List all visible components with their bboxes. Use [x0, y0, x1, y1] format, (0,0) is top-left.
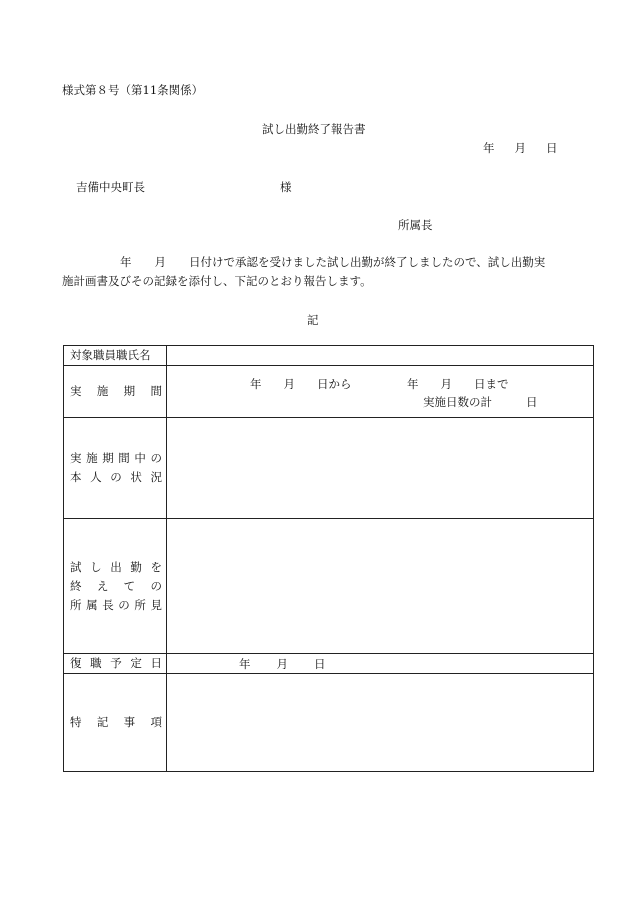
row-notes [64, 674, 594, 772]
ch: の [150, 578, 162, 593]
ch: 試 [70, 559, 82, 574]
from-year: 年 [250, 377, 262, 391]
label-period-line [70, 382, 162, 401]
body-text-1: 年 月 日付けで承認を受けました試し出勤が終了しましたので、試し出勤実 [120, 255, 546, 269]
body-text-line-2: 施計画書及びその記録を添付し、下記のとおり報告します。 [62, 274, 372, 288]
row-employee-name [64, 346, 594, 366]
total-days [423, 394, 538, 410]
ch: 中 [134, 451, 146, 465]
label-period [64, 366, 167, 418]
label-employee-name [64, 346, 167, 366]
ch: 記 [96, 715, 109, 729]
ch: 期 [123, 384, 136, 398]
honorific: 様 [280, 180, 292, 194]
to-day: 日まで [474, 377, 509, 391]
label-opinion-line-2 [70, 577, 162, 596]
period-to [407, 376, 509, 392]
ki-heading: 記 [307, 313, 319, 327]
return-year: 年 [239, 657, 251, 671]
value-opinion[interactable] [167, 519, 594, 654]
row-return-date [64, 654, 594, 674]
date-year: 年 [483, 141, 495, 155]
label-opinion-line-1 [70, 558, 162, 577]
period-from [250, 376, 352, 392]
ch: 実 [70, 451, 82, 465]
ch: え [96, 578, 109, 593]
row-opinion [64, 519, 594, 654]
ch: の [118, 597, 130, 612]
value-notes[interactable] [167, 674, 594, 772]
date-day: 日 [546, 141, 558, 155]
ch: 特 [70, 715, 82, 729]
total-days-label: 実施日数の計 [423, 395, 492, 409]
return-date-fields [239, 656, 326, 672]
body-text-line-1 [62, 254, 545, 270]
return-month: 月 [276, 657, 288, 671]
ch: 人 [90, 470, 102, 484]
ch: 所 [70, 597, 82, 612]
ch: を [150, 559, 162, 574]
ch: 日 [150, 656, 162, 670]
ch: し [90, 559, 102, 574]
ch: 間 [150, 384, 162, 398]
ch: の [110, 470, 122, 484]
report-date [483, 140, 558, 156]
ch: 定 [130, 656, 142, 670]
ch: 項 [150, 715, 162, 729]
label-notes [64, 674, 167, 772]
ch: 施 [86, 451, 98, 465]
ch: 実 [70, 384, 82, 398]
ch: 出 [110, 559, 122, 574]
total-days-unit: 日 [526, 395, 538, 409]
ch: 復 [70, 656, 82, 670]
label-notes-line [70, 713, 162, 732]
row-status [64, 418, 594, 519]
value-return-date[interactable] [167, 654, 594, 674]
ch: 状 [130, 470, 142, 484]
ch: の [150, 451, 162, 465]
value-period[interactable] [167, 366, 594, 418]
return-day: 日 [314, 657, 326, 671]
to-month: 月 [440, 377, 452, 391]
ch: 属 [86, 597, 98, 612]
report-table [63, 345, 594, 772]
ch: 長 [102, 597, 114, 612]
to-year: 年 [407, 377, 419, 391]
label-status-line-1 [70, 449, 162, 468]
value-employee-name[interactable] [167, 346, 594, 366]
from-month: 月 [283, 377, 295, 391]
ch: 況 [150, 470, 162, 484]
ch: 所 [134, 597, 146, 612]
label-return-line [70, 654, 162, 673]
label-status-line-2 [70, 468, 162, 487]
label-employee-name-text: 対象職員職氏名 [70, 348, 151, 362]
ch: て [123, 578, 136, 593]
ch: 事 [123, 715, 136, 729]
ch: 期 [102, 451, 114, 465]
from-day: 日から [317, 377, 352, 391]
document-title: 試し出勤終了報告書 [262, 122, 366, 136]
label-status [64, 418, 167, 519]
form-number: 様式第８号（第11条関係） [62, 83, 204, 97]
label-opinion [64, 519, 167, 654]
ch: 勤 [130, 559, 142, 574]
ch: 本 [70, 470, 82, 484]
ch: 職 [90, 656, 102, 670]
addressee: 吉備中央町長 [76, 180, 145, 194]
ch: 見 [150, 597, 162, 612]
row-period [64, 366, 594, 418]
label-return-date [64, 654, 167, 674]
ch: 間 [118, 451, 130, 465]
ch: 施 [96, 384, 109, 398]
department-head-label: 所属長 [398, 218, 433, 232]
label-opinion-line-3 [70, 596, 162, 615]
ch: 終 [70, 578, 82, 593]
date-month: 月 [514, 141, 526, 155]
ch: 予 [110, 656, 122, 670]
value-status[interactable] [167, 418, 594, 519]
